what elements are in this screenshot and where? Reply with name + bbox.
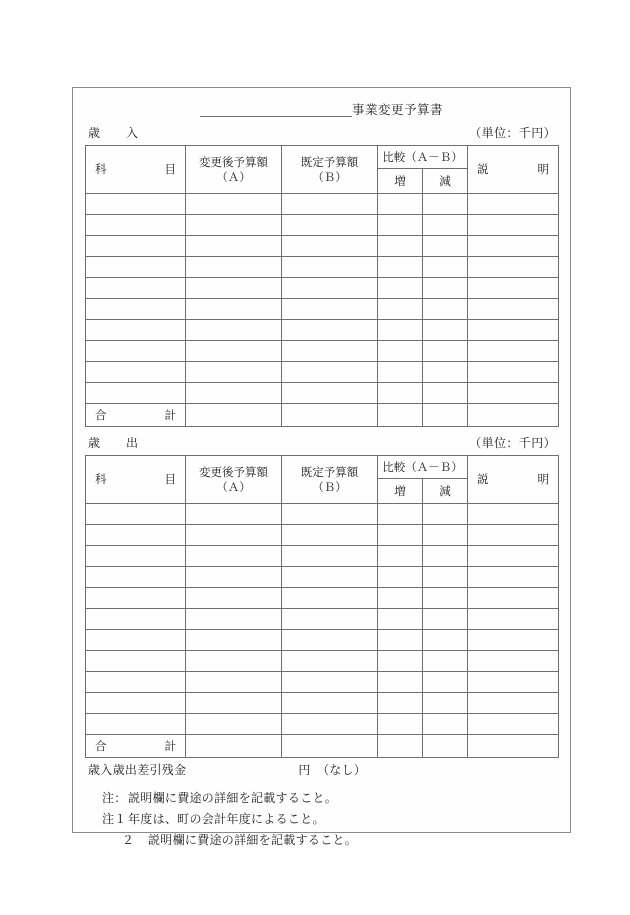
revenue-cell-prev-amount[interactable]	[282, 236, 378, 257]
revenue-cell-after-amount[interactable]	[186, 362, 282, 383]
note-text: 説明欄に費途の詳細を記載すること。	[128, 791, 338, 805]
expenditure-cell-item[interactable]	[86, 672, 186, 693]
revenue-cell-item[interactable]	[86, 320, 186, 341]
revenue-total-prev-amount[interactable]	[282, 404, 378, 427]
expenditure-total-description[interactable]	[468, 735, 559, 758]
expenditure-cell-prev-amount[interactable]	[282, 504, 378, 525]
table-row	[86, 236, 559, 257]
expenditure-col-item: 科目	[86, 456, 186, 504]
note-text: 年度は、町の会計年度によること。	[128, 812, 325, 826]
revenue-cell-decrease[interactable]	[423, 278, 468, 299]
expenditure-cell-increase[interactable]	[378, 504, 423, 525]
expenditure-cell-decrease[interactable]	[423, 672, 468, 693]
revenue-cell-decrease[interactable]	[423, 320, 468, 341]
revenue-cell-after-amount[interactable]	[186, 194, 282, 215]
expenditure-total-prev-amount[interactable]	[282, 735, 378, 758]
revenue-col-prev-amount: 既定予算額 （Ｂ）	[282, 146, 378, 194]
expenditure-cell-item[interactable]	[86, 714, 186, 735]
revenue-cell-prev-amount[interactable]	[282, 215, 378, 236]
table-row	[86, 672, 559, 693]
revenue-total-decrease[interactable]	[423, 404, 468, 427]
expenditure-cell-description[interactable]	[468, 567, 559, 588]
expenditure-cell-decrease[interactable]	[423, 546, 468, 567]
revenue-cell-description[interactable]	[468, 383, 559, 404]
revenue-cell-description[interactable]	[468, 257, 559, 278]
table-row	[86, 567, 559, 588]
expenditure-cell-after-amount[interactable]	[186, 504, 282, 525]
expenditure-table-body	[86, 504, 559, 735]
expenditure-section-header	[84, 435, 559, 455]
expenditure-cell-description[interactable]	[468, 504, 559, 525]
expenditure-cell-decrease[interactable]	[423, 588, 468, 609]
expenditure-cell-after-amount[interactable]	[186, 672, 282, 693]
revenue-table-header-row	[86, 146, 559, 169]
expenditure-cell-item[interactable]	[86, 630, 186, 651]
revenue-cell-description[interactable]	[468, 236, 559, 257]
table-row	[86, 278, 559, 299]
revenue-cell-decrease[interactable]	[423, 341, 468, 362]
expenditure-cell-decrease[interactable]	[423, 693, 468, 714]
revenue-cell-description[interactable]	[468, 341, 559, 362]
revenue-cell-increase[interactable]	[378, 320, 423, 341]
expenditure-total-label: 合計	[86, 735, 186, 758]
expenditure-cell-description[interactable]	[468, 672, 559, 693]
revenue-cell-description[interactable]	[468, 320, 559, 341]
expenditure-cell-item[interactable]	[86, 567, 186, 588]
expenditure-cell-item[interactable]	[86, 588, 186, 609]
revenue-cell-description[interactable]	[468, 194, 559, 215]
revenue-cell-after-amount[interactable]	[186, 320, 282, 341]
note-text: 説明欄に費途の詳細を記載すること。	[148, 833, 358, 847]
revenue-cell-item[interactable]	[86, 383, 186, 404]
expenditure-cell-after-amount[interactable]	[186, 546, 282, 567]
revenue-col-after-amount: 変更後予算額 （Ａ）	[186, 146, 282, 194]
expenditure-cell-prev-amount[interactable]	[282, 693, 378, 714]
expenditure-cell-prev-amount[interactable]	[282, 714, 378, 735]
revenue-cell-item[interactable]	[86, 278, 186, 299]
expenditure-table-header-row	[86, 456, 559, 479]
revenue-cell-decrease[interactable]	[423, 299, 468, 320]
document-page-frame	[72, 87, 571, 847]
revenue-cell-decrease[interactable]	[423, 257, 468, 278]
expenditure-total-after-amount[interactable]	[186, 735, 282, 758]
revenue-cell-description[interactable]	[468, 278, 559, 299]
note-line	[102, 788, 559, 809]
expenditure-col-description: 説明	[468, 456, 559, 504]
balance-label: 歳入歳出差引残金	[88, 763, 187, 777]
note-marker: ２	[122, 833, 135, 847]
table-row	[86, 383, 559, 404]
revenue-cell-increase[interactable]	[378, 194, 423, 215]
expenditure-cell-item[interactable]	[86, 525, 186, 546]
revenue-cell-increase[interactable]	[378, 299, 423, 320]
revenue-cell-increase[interactable]	[378, 236, 423, 257]
expenditure-col-increase: 増	[378, 479, 423, 504]
expenditure-cell-item[interactable]	[86, 693, 186, 714]
revenue-col-increase: 増	[378, 169, 423, 194]
revenue-cell-item[interactable]	[86, 341, 186, 362]
expenditure-cell-after-amount[interactable]	[186, 609, 282, 630]
table-row	[86, 588, 559, 609]
note-line	[102, 830, 559, 851]
revenue-cell-description[interactable]	[468, 299, 559, 320]
revenue-section-header	[84, 125, 559, 145]
expenditure-cell-description[interactable]	[468, 714, 559, 735]
expenditure-cell-description[interactable]	[468, 630, 559, 651]
expenditure-total-decrease[interactable]	[423, 735, 468, 758]
revenue-cell-item[interactable]	[86, 299, 186, 320]
expenditure-cell-description[interactable]	[468, 588, 559, 609]
revenue-cell-after-amount[interactable]	[186, 215, 282, 236]
revenue-col-comparison: 比較（Ａ－Ｂ）	[378, 146, 468, 169]
revenue-cell-increase[interactable]	[378, 362, 423, 383]
balance-value: 円 （なし）	[298, 763, 367, 777]
revenue-cell-decrease[interactable]	[423, 215, 468, 236]
table-row	[86, 362, 559, 383]
revenue-cell-prev-amount[interactable]	[282, 362, 378, 383]
revenue-cell-prev-amount[interactable]	[282, 341, 378, 362]
document-title-row	[84, 101, 559, 119]
expenditure-cell-item[interactable]	[86, 546, 186, 567]
revenue-cell-prev-amount[interactable]	[282, 383, 378, 404]
expenditure-cell-after-amount[interactable]	[186, 693, 282, 714]
expenditure-cell-item[interactable]	[86, 609, 186, 630]
expenditure-cell-prev-amount[interactable]	[282, 672, 378, 693]
expenditure-cell-decrease[interactable]	[423, 714, 468, 735]
note-line	[102, 809, 559, 830]
table-row	[86, 299, 559, 320]
expenditure-cell-prev-amount[interactable]	[282, 567, 378, 588]
revenue-cell-after-amount[interactable]	[186, 236, 282, 257]
revenue-cell-prev-amount[interactable]	[282, 257, 378, 278]
expenditure-cell-after-amount[interactable]	[186, 630, 282, 651]
revenue-table	[85, 145, 559, 427]
page-title: 事業変更予算書	[351, 102, 443, 117]
expenditure-cell-decrease[interactable]	[423, 567, 468, 588]
expenditure-cell-prev-amount[interactable]	[282, 588, 378, 609]
expenditure-cell-increase[interactable]	[378, 567, 423, 588]
expenditure-cell-decrease[interactable]	[423, 525, 468, 546]
table-row	[86, 693, 559, 714]
revenue-cell-item[interactable]	[86, 236, 186, 257]
section-spacer	[84, 427, 559, 435]
revenue-cell-increase[interactable]	[378, 257, 423, 278]
expenditure-cell-after-amount[interactable]	[186, 651, 282, 672]
revenue-section-label: 歳 入	[88, 126, 146, 140]
expenditure-cell-increase[interactable]	[378, 588, 423, 609]
expenditure-cell-description[interactable]	[468, 693, 559, 714]
expenditure-cell-decrease[interactable]	[423, 609, 468, 630]
expenditure-unit-label: （単位：千円）	[469, 436, 556, 450]
revenue-cell-increase[interactable]	[378, 383, 423, 404]
expenditure-cell-decrease[interactable]	[423, 651, 468, 672]
table-row	[86, 341, 559, 362]
revenue-cell-after-amount[interactable]	[186, 278, 282, 299]
revenue-cell-item[interactable]	[86, 362, 186, 383]
expenditure-cell-increase[interactable]	[378, 693, 423, 714]
revenue-cell-description[interactable]	[468, 362, 559, 383]
revenue-total-increase[interactable]	[378, 404, 423, 427]
expenditure-cell-increase[interactable]	[378, 525, 423, 546]
note-marker: 注１	[102, 812, 127, 826]
expenditure-cell-description[interactable]	[468, 609, 559, 630]
expenditure-cell-after-amount[interactable]	[186, 567, 282, 588]
table-row	[86, 546, 559, 567]
notes-block	[84, 779, 559, 851]
revenue-cell-increase[interactable]	[378, 278, 423, 299]
revenue-cell-decrease[interactable]	[423, 236, 468, 257]
revenue-total-after-amount[interactable]	[186, 404, 282, 427]
expenditure-cell-description[interactable]	[468, 546, 559, 567]
expenditure-cell-increase[interactable]	[378, 546, 423, 567]
balance-row	[84, 758, 559, 779]
expenditure-table	[85, 455, 559, 758]
revenue-cell-after-amount[interactable]	[186, 299, 282, 320]
revenue-col-decrease: 減	[423, 169, 468, 194]
expenditure-cell-item[interactable]	[86, 504, 186, 525]
expenditure-cell-prev-amount[interactable]	[282, 525, 378, 546]
revenue-cell-item[interactable]	[86, 215, 186, 236]
table-row	[86, 504, 559, 525]
title-blank-underline[interactable]	[200, 103, 352, 117]
revenue-cell-description[interactable]	[468, 215, 559, 236]
expenditure-cell-prev-amount[interactable]	[282, 609, 378, 630]
revenue-cell-decrease[interactable]	[423, 362, 468, 383]
revenue-cell-decrease[interactable]	[423, 383, 468, 404]
revenue-cell-after-amount[interactable]	[186, 257, 282, 278]
note-marker: 注：	[102, 791, 127, 805]
revenue-cell-prev-amount[interactable]	[282, 299, 378, 320]
expenditure-cell-after-amount[interactable]	[186, 588, 282, 609]
revenue-col-item: 科目	[86, 146, 186, 194]
expenditure-total-increase[interactable]	[378, 735, 423, 758]
expenditure-col-decrease: 減	[423, 479, 468, 504]
expenditure-cell-decrease[interactable]	[423, 504, 468, 525]
table-row	[86, 257, 559, 278]
table-row	[86, 651, 559, 672]
table-row	[86, 525, 559, 546]
expenditure-total-row	[86, 735, 559, 758]
revenue-total-label: 合計	[86, 404, 186, 427]
expenditure-cell-increase[interactable]	[378, 630, 423, 651]
revenue-unit-label: （単位：千円）	[469, 126, 556, 140]
revenue-cell-item[interactable]	[86, 194, 186, 215]
expenditure-col-after-amount: 変更後予算額 （Ａ）	[186, 456, 282, 504]
expenditure-cell-description[interactable]	[468, 651, 559, 672]
table-row	[86, 215, 559, 236]
expenditure-col-comparison: 比較（Ａ－Ｂ）	[378, 456, 468, 479]
revenue-col-description: 説明	[468, 146, 559, 194]
revenue-total-description[interactable]	[468, 404, 559, 427]
revenue-cell-increase[interactable]	[378, 341, 423, 362]
expenditure-section-label: 歳 出	[88, 436, 146, 450]
revenue-total-row	[86, 404, 559, 427]
table-row	[86, 630, 559, 651]
expenditure-cell-increase[interactable]	[378, 672, 423, 693]
expenditure-cell-decrease[interactable]	[423, 630, 468, 651]
expenditure-cell-increase[interactable]	[378, 714, 423, 735]
table-row	[86, 609, 559, 630]
expenditure-cell-prev-amount[interactable]	[282, 651, 378, 672]
revenue-cell-prev-amount[interactable]	[282, 278, 378, 299]
revenue-cell-after-amount[interactable]	[186, 383, 282, 404]
expenditure-cell-after-amount[interactable]	[186, 525, 282, 546]
expenditure-cell-increase[interactable]	[378, 609, 423, 630]
expenditure-cell-description[interactable]	[468, 525, 559, 546]
table-row	[86, 714, 559, 735]
revenue-cell-after-amount[interactable]	[186, 341, 282, 362]
revenue-cell-prev-amount[interactable]	[282, 194, 378, 215]
table-row	[86, 320, 559, 341]
expenditure-cell-increase[interactable]	[378, 651, 423, 672]
expenditure-cell-prev-amount[interactable]	[282, 546, 378, 567]
revenue-table-body	[86, 194, 559, 404]
revenue-cell-increase[interactable]	[378, 215, 423, 236]
expenditure-cell-prev-amount[interactable]	[282, 630, 378, 651]
revenue-cell-item[interactable]	[86, 257, 186, 278]
revenue-cell-prev-amount[interactable]	[282, 320, 378, 341]
revenue-cell-decrease[interactable]	[423, 194, 468, 215]
expenditure-cell-after-amount[interactable]	[186, 714, 282, 735]
expenditure-cell-item[interactable]	[86, 651, 186, 672]
expenditure-col-prev-amount: 既定予算額 （Ｂ）	[282, 456, 378, 504]
table-row	[86, 194, 559, 215]
